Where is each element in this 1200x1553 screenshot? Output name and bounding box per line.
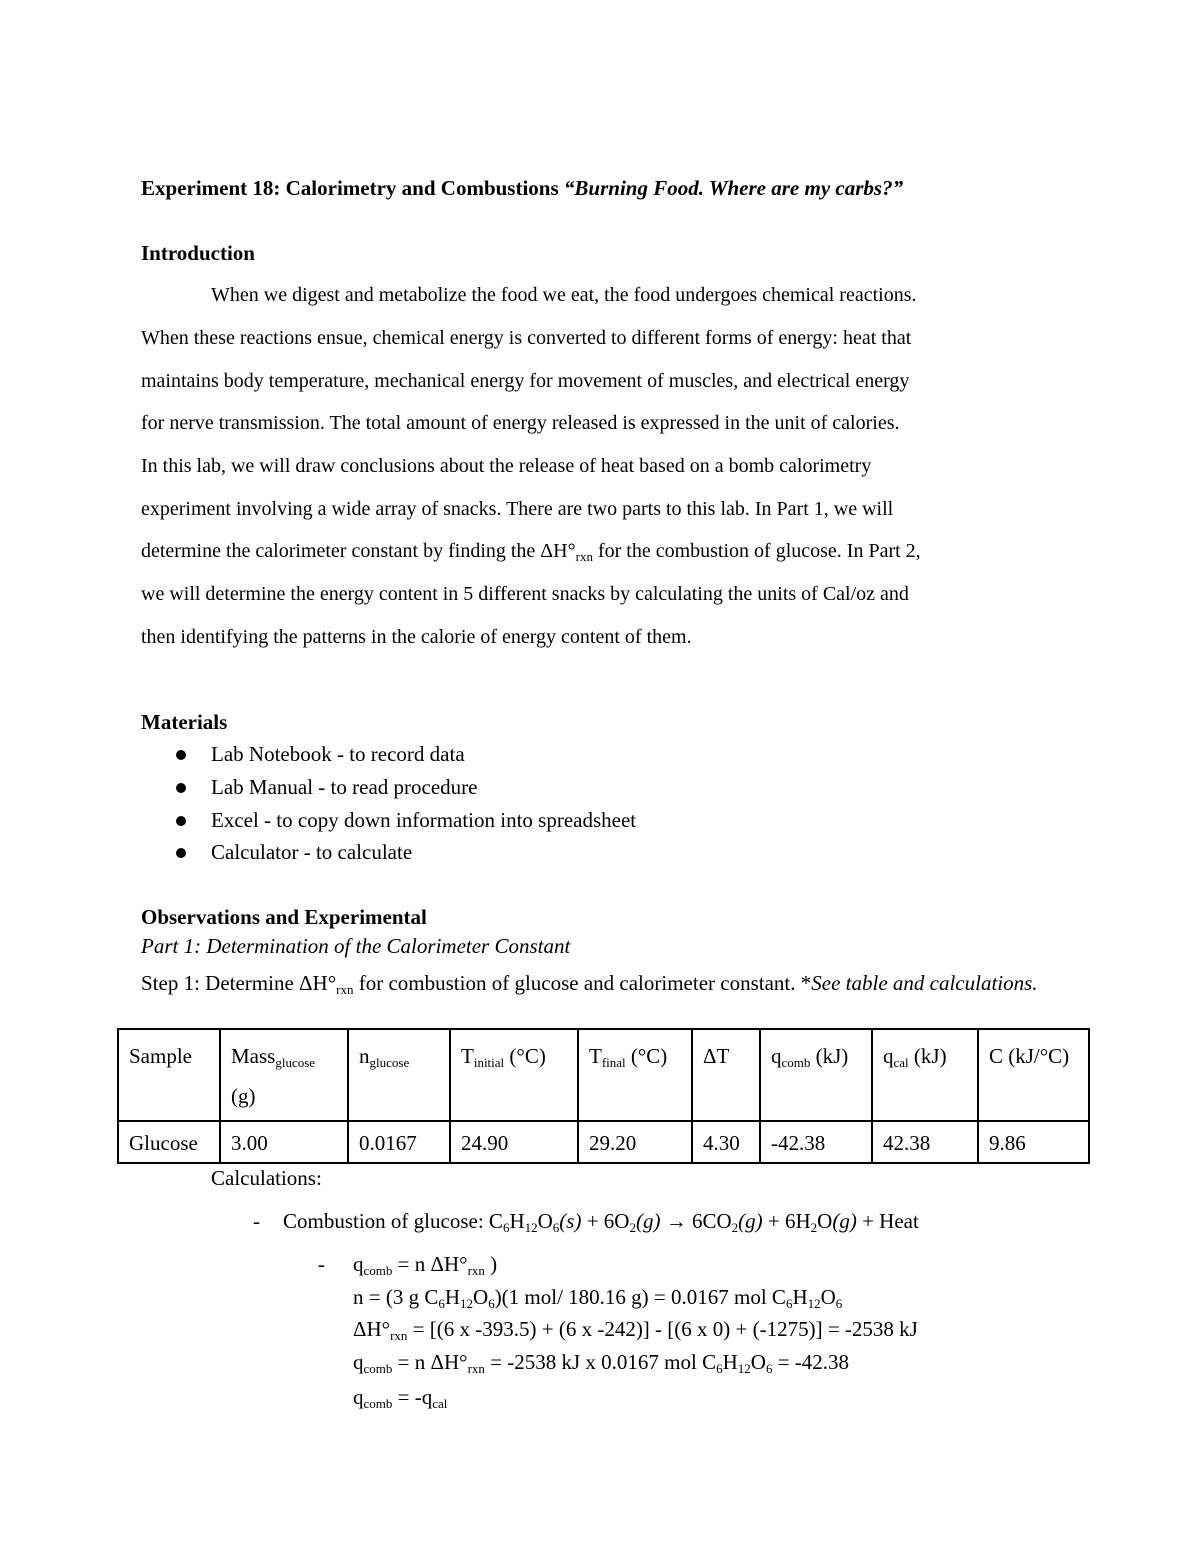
rxn-subscript: rxn (575, 549, 593, 564)
header-subscript: comb (781, 1055, 811, 1070)
q-symbol: q (353, 1252, 364, 1276)
table-header-cell (220, 1029, 348, 1121)
enthalpy-symbol: ΔH° (353, 1317, 391, 1341)
header-subscript: glucose (275, 1055, 316, 1070)
header-unit: (°C) (625, 1044, 668, 1068)
table-header-cell (450, 1029, 578, 1121)
materials-heading: Materials (141, 710, 228, 734)
header-subscript: initial (473, 1055, 505, 1070)
step1-text (141, 967, 1071, 999)
equation-label: Combustion of glucose: (283, 1209, 489, 1233)
list-item: Lab Notebook - to record data (211, 742, 465, 766)
dash-marker: - (253, 1209, 260, 1233)
intro-line: for nerve transmission. The total amount of energy released is expressed in the unit of calories. (141, 412, 900, 434)
intro-line: experiment involving a wide array of snacks. There are two parts to this lab. In Part 1, we will (141, 498, 894, 520)
header-unit: (kJ) (810, 1044, 849, 1068)
header-text: T (589, 1044, 602, 1068)
bullet-icon (176, 848, 186, 858)
header-subscript: final (601, 1055, 626, 1070)
header-subscript: glucose (369, 1055, 410, 1070)
header-unit: (g) (231, 1084, 256, 1108)
table-cell: 3.00 (220, 1121, 348, 1163)
header-text: Mass (231, 1044, 276, 1068)
intro-line: When these reactions ensue, chemical energy is converted to different forms of energy: heat that (141, 327, 912, 349)
moles-prefix: n = (3 g C (353, 1285, 439, 1309)
calculations-label: Calculations: (211, 1166, 322, 1190)
table-cell: 29.20 (578, 1121, 692, 1163)
table-row (118, 1121, 1089, 1163)
glucose-data-table (117, 1028, 1090, 1164)
qcomb-definition: $q_{comb} = n$ $\Delta H^\circ_{rxn}$ ) (353, 1252, 498, 1278)
header-unit: (°C) (504, 1044, 546, 1068)
title-main: Experiment 18: Calorimetry and Combustions (141, 176, 564, 200)
intro-line: then identifying the patterns in the calorie of energy content of them. (141, 626, 692, 648)
intro-line: we will determine the energy content in 5 different snacks by calculating the units of Cal/oz and (141, 583, 909, 605)
table-header-cell (348, 1029, 450, 1121)
intro-line-text: for the combustion of glucose. In Part 2, (592, 540, 921, 562)
header-subscript: cal (893, 1055, 909, 1070)
step1-label: Step 1: Determine ΔH° (141, 971, 337, 995)
intro-line-text: determine the calorimeter constant by finding the ΔH° (141, 540, 576, 562)
table-cell: -42.38 (760, 1121, 872, 1163)
table-cell: 0.0167 (348, 1121, 450, 1163)
header-text: q (883, 1044, 894, 1068)
enthalpy-body: = [(6 x -393.5) + (6 x -242)] - [(6 x 0) + (-1275)] = -2538 kJ (407, 1317, 918, 1341)
step1-body: for combustion of glucose and calorimeter constant. * (353, 971, 812, 995)
bullet-icon (176, 750, 186, 760)
table-header-cell (760, 1029, 872, 1121)
header-text: C (kJ/°C) (989, 1044, 1070, 1068)
table-cell: Glucose (118, 1121, 220, 1163)
qcomb-result: = -42.38 (772, 1350, 850, 1374)
table-cell: 42.38 (872, 1121, 978, 1163)
bullet-icon (176, 816, 186, 826)
header-text: n (359, 1044, 370, 1068)
part1-title: Part 1: Determination of the Calorimeter Constant (141, 934, 571, 958)
table-cell: 4.30 (692, 1121, 760, 1163)
intro-line: When we digest and metabolize the food we eat, the food undergoes chemical reactions. (211, 284, 917, 306)
list-item: Calculator - to calculate (211, 840, 413, 864)
step1-note: See table and calculations. (811, 971, 1038, 995)
qcomb-qcal-relation: $q_{comb} = -q_{cal}$ (353, 1385, 448, 1411)
combustion-equation: Combustion of glucose: $C_6H_{12}O_6(s) + 6O_2(g) \to 6CO_2(g) + 6H_2O(g)$ + Heat (283, 1209, 919, 1235)
title-subtitle: “Burning Food. Where are my carbs?” (563, 176, 904, 200)
table-header-cell (978, 1029, 1089, 1121)
introduction-heading: Introduction (141, 241, 255, 265)
intro-line: maintains body temperature, mechanical energy for movement of muscles, and electrical energy (141, 370, 910, 392)
table-cell: 9.86 (978, 1121, 1089, 1163)
header-unit: (kJ) (908, 1044, 947, 1068)
table-header-row (118, 1029, 1089, 1121)
observations-heading: Observations and Experimental (141, 905, 427, 929)
qcomb-body: = -2538 kJ x 0.0167 mol C (484, 1350, 717, 1374)
intro-line (141, 530, 921, 573)
table-header-cell (692, 1029, 760, 1121)
header-text: q (771, 1044, 782, 1068)
bullet-icon (176, 783, 186, 793)
enthalpy-calculation: $\Delta H^\circ_{rxn} = [(6$ x -393.5) + (6 x -242)] - [(6 x 0) + (-1275)] = -2538 kJ (353, 1317, 918, 1343)
list-item: Lab Manual - to read procedure (211, 775, 478, 799)
rxn-subscript: rxn (336, 982, 354, 997)
intro-line: In this lab, we will draw conclusions about the release of heat based on a bomb calorimetry (141, 455, 872, 477)
header-text: Sample (129, 1044, 192, 1068)
document-title (141, 176, 903, 201)
table-header-cell (872, 1029, 978, 1121)
qcomb-calculation: $q_{comb} = n$ $\Delta H^\circ_{rxn} = -2538$ kJ x 0.0167 mol $C_6H_{12}O_6 = -42.38$ (353, 1350, 850, 1376)
moles-calculation: n = (3 g $C_6H_{12}O_6)(1$ mol/ 180.16 g) = 0.0167 mol $C_6H_{12}O_6$ (353, 1285, 843, 1311)
header-text: T (461, 1044, 474, 1068)
table-cell: 24.90 (450, 1121, 578, 1163)
table-header-cell (578, 1029, 692, 1121)
dash-marker: - (318, 1252, 325, 1276)
list-item: Excel - to copy down information into spreadsheet (211, 808, 637, 832)
table-header-cell (118, 1029, 220, 1121)
header-text: ΔT (703, 1044, 730, 1068)
